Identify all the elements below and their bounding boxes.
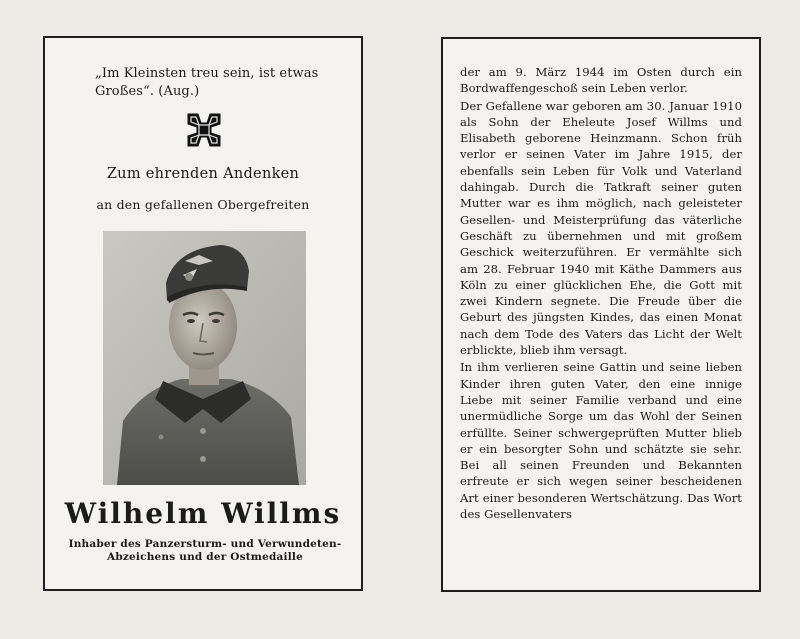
motto-quote xyxy=(95,65,345,101)
bio-paragraph-1: der am 9. März 1944 im Osten durch ein Bordwaffengeschoß sein Leben verlor. xyxy=(460,65,742,96)
front-card xyxy=(43,36,363,591)
deceased-name: Wilhelm Willms xyxy=(64,497,342,530)
bio-paragraph-2: Der Gefallene war geboren am 30. Januar 1910 als Sohn der Eheleute Josef Willms und Elisabeth geborene Heinzmann. Schon früh verlor er seinen Vater im Jahre 1915, der ebenfalls sein Leben für Volk und Vaterland dahingab. Durch die Tatkraft seiner guten Mutter war es ihm möglich, nach geleisteter Gesellen- und Meisterprüfung das väterliche Geschäft zu übernehmen und mit großem Geschick weiterzuführen. Er vermählte sich am 28. Februar 1940 mit Käthe Dammers aus Köln zu einer glücklichen Ehe, die Gott mit zwei Kindern segnete. Die Freude über die Geburt des jüngsten Kindes, das einen Monat nach dem Tode des Vaters das Licht der Welt erblickte, blieb ihm versagt. xyxy=(460,98,742,358)
iron-cross-icon xyxy=(184,110,224,150)
motto-line-1: „Im Kleinsten treu sein, ist etwas xyxy=(95,66,319,81)
honors-text xyxy=(57,538,353,564)
portrait-photo xyxy=(103,231,306,485)
honors-line-1: Inhaber des Panzersturm- und Verwundeten- xyxy=(68,538,342,550)
bio-paragraph-3: In ihm verlieren seine Gattin und seine lieben Kinder ihren guten Vater, den eine innige Liebe mit seiner Familie verband und eine unermüdliche Sorge um das Wohl der Seinen erfüllte. Seiner schwergeprüften Mutter blieb er ein besorgter Sohn und schätzte sie sehr. Bei all seinen Freunden und Bekannten erfreute er sich wegen seiner bescheidenen Art einer besonderen Wertschätzung. Das Wort des Gesellenvaters xyxy=(460,360,742,522)
biography-text xyxy=(460,64,742,522)
memorial-subheading: an den gefallenen Obergefreiten xyxy=(96,197,310,212)
memorial-heading: Zum ehrenden Andenken xyxy=(106,166,300,182)
honors-line-2: Abzeichens und der Ostmedaille xyxy=(107,551,303,563)
back-card xyxy=(441,37,761,592)
motto-line-2: Großes“. (Aug.) xyxy=(95,84,200,99)
